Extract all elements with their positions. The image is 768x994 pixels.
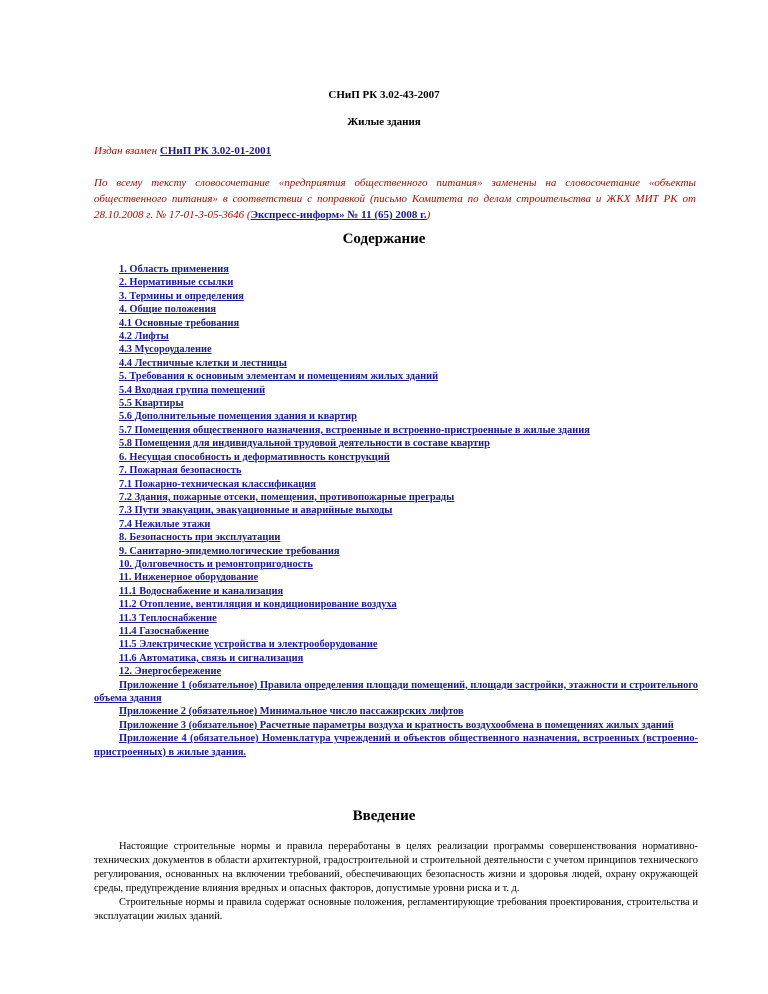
toc-link[interactable]: 11.6 Автоматика, связь и сигнализация	[119, 652, 304, 664]
document-title: Жилые здания	[347, 116, 421, 128]
toc-link[interactable]: 7. Пожарная безопасность	[119, 465, 242, 477]
toc-link[interactable]: 4.3 Мусороудаление	[119, 344, 212, 356]
toc-link[interactable]: Приложение 1 (обязательное) Правила определения площади помещений, площади застройки, этажности и строительного объема здания	[94, 679, 698, 704]
toc-link[interactable]: 5.5 Квартиры	[119, 398, 184, 410]
toc-link[interactable]: 4. Общие положения	[119, 304, 217, 316]
toc-link[interactable]: 10. Долговечность и ремонтопригодность	[119, 558, 313, 570]
intro-paragraph: Строительные нормы и правила содержат основные положения, регламентирующие требования проектирования, строительства и эксплуатации жилых зданий.	[94, 896, 698, 922]
toc-link[interactable]: 5. Требования к основным элементам и помещениям жилых зданий	[119, 371, 439, 383]
toc-link[interactable]: 8. Безопасность при эксплуатации	[119, 532, 281, 544]
toc-link[interactable]: 7.2 Здания, пожарные отсеки, помещения, противопожарные преграды	[119, 491, 455, 503]
toc-link[interactable]: 4.4 Лестничные клетки и лестницы	[119, 357, 287, 369]
amendment-note-text: По всему тексту словосочетание «предприятия общественного питания» заменены на словосочетание «объекты общественного питания» в соответствии с поправкой (письмо Комитета по делам строительства и ЖКХ МИТ РК от 28.10.2008 г. № 17-01-3-05-3646 (	[94, 177, 696, 221]
amendment-note-suffix: )	[426, 209, 431, 221]
table-of-contents	[94, 263, 698, 759]
toc-link[interactable]: 7.3 Пути эвакуации, эвакуационные и аварийные выходы	[119, 505, 393, 517]
issued-instead-line	[94, 145, 271, 157]
intro-paragraph: Настоящие строительные нормы и правила переработаны в целях реализации программы совершенствования нормативно-технических документов в области архитектурной, градостроительной и строительной деятельности с учетом принципов технического регулирования, основанных на включении требований, обеспечивающих безопасность жизни и здоровья людей, охрану окружающей среды, предупреждение влияния вредных и опасных факторов, допустимые уровни риска и т. д.	[94, 841, 698, 894]
replaced-standard-link[interactable]: СНиП РК 3.02-01-2001	[159, 145, 272, 157]
toc-heading: Содержание	[342, 231, 426, 247]
toc-link[interactable]: 11.5 Электрические устройства и электрооборудование	[119, 639, 378, 651]
toc-link[interactable]: Приложение 3 (обязательное) Расчетные параметры воздуха и кратность воздухообмена в помещениях жилых зданий	[119, 719, 674, 731]
toc-link[interactable]: 3. Термины и определения	[119, 290, 244, 302]
toc-link[interactable]: 5.7 Помещения общественного назначения, встроенные и встроенно-пристроенные в жилые здания	[119, 424, 590, 436]
toc-link[interactable]: 11.3 Теплоснабжение	[119, 612, 217, 624]
toc-link[interactable]: 12. Энергосбережение	[119, 666, 222, 678]
toc-link[interactable]: 2. Нормативные ссылки	[119, 277, 234, 289]
intro-section	[94, 840, 698, 923]
toc-link[interactable]: 9. Санитарно-эпидемиологические требования	[119, 545, 340, 557]
toc-link[interactable]: Приложение 2 (обязательное) Минимальное число пассажирских лифтов	[119, 706, 464, 718]
toc-link[interactable]: 4.1 Основные требования	[119, 317, 240, 329]
toc-link[interactable]: 7.1 Пожарно-техническая классификация	[119, 478, 316, 490]
toc-link[interactable]: 11. Инженерное оборудование	[119, 572, 259, 584]
toc-link[interactable]: 5.8 Помещения для индивидуальной трудовой деятельности в составе квартир	[119, 438, 490, 450]
toc-link[interactable]: 1. Область применения	[119, 264, 229, 275]
toc-link[interactable]: 11.4 Газоснабжение	[119, 625, 209, 637]
amendment-note	[94, 175, 696, 223]
toc-link[interactable]: Приложение 4 (обязательное) Номенклатура учреждений и объектов общественного назначения, встроенных (встроенно-пристроенных) в жилые здания.	[94, 733, 698, 758]
document-code: СНиП РК 3.02-43-2007	[328, 89, 440, 101]
intro-heading: Введение	[352, 808, 416, 824]
issued-prefix: Издан взамен	[94, 145, 160, 157]
express-inform-link[interactable]: Экспресс-информ» № 11 (65) 2008 г.	[250, 209, 427, 221]
toc-link[interactable]: 5.6 Дополнительные помещения здания и квартир	[119, 411, 357, 423]
toc-link[interactable]: 6. Несущая способность и деформативность конструкций	[119, 451, 390, 463]
toc-link[interactable]: 11.2 Отопление, вентиляция и кондиционирование воздуха	[119, 599, 397, 611]
toc-link[interactable]: 7.4 Нежилые этажи	[119, 518, 211, 530]
toc-link[interactable]: 5.4 Входная группа помещений	[119, 384, 266, 396]
toc-link[interactable]: 11.1 Водоснабжение и канализация	[119, 585, 284, 597]
toc-link[interactable]: 4.2 Лифты	[119, 331, 169, 343]
